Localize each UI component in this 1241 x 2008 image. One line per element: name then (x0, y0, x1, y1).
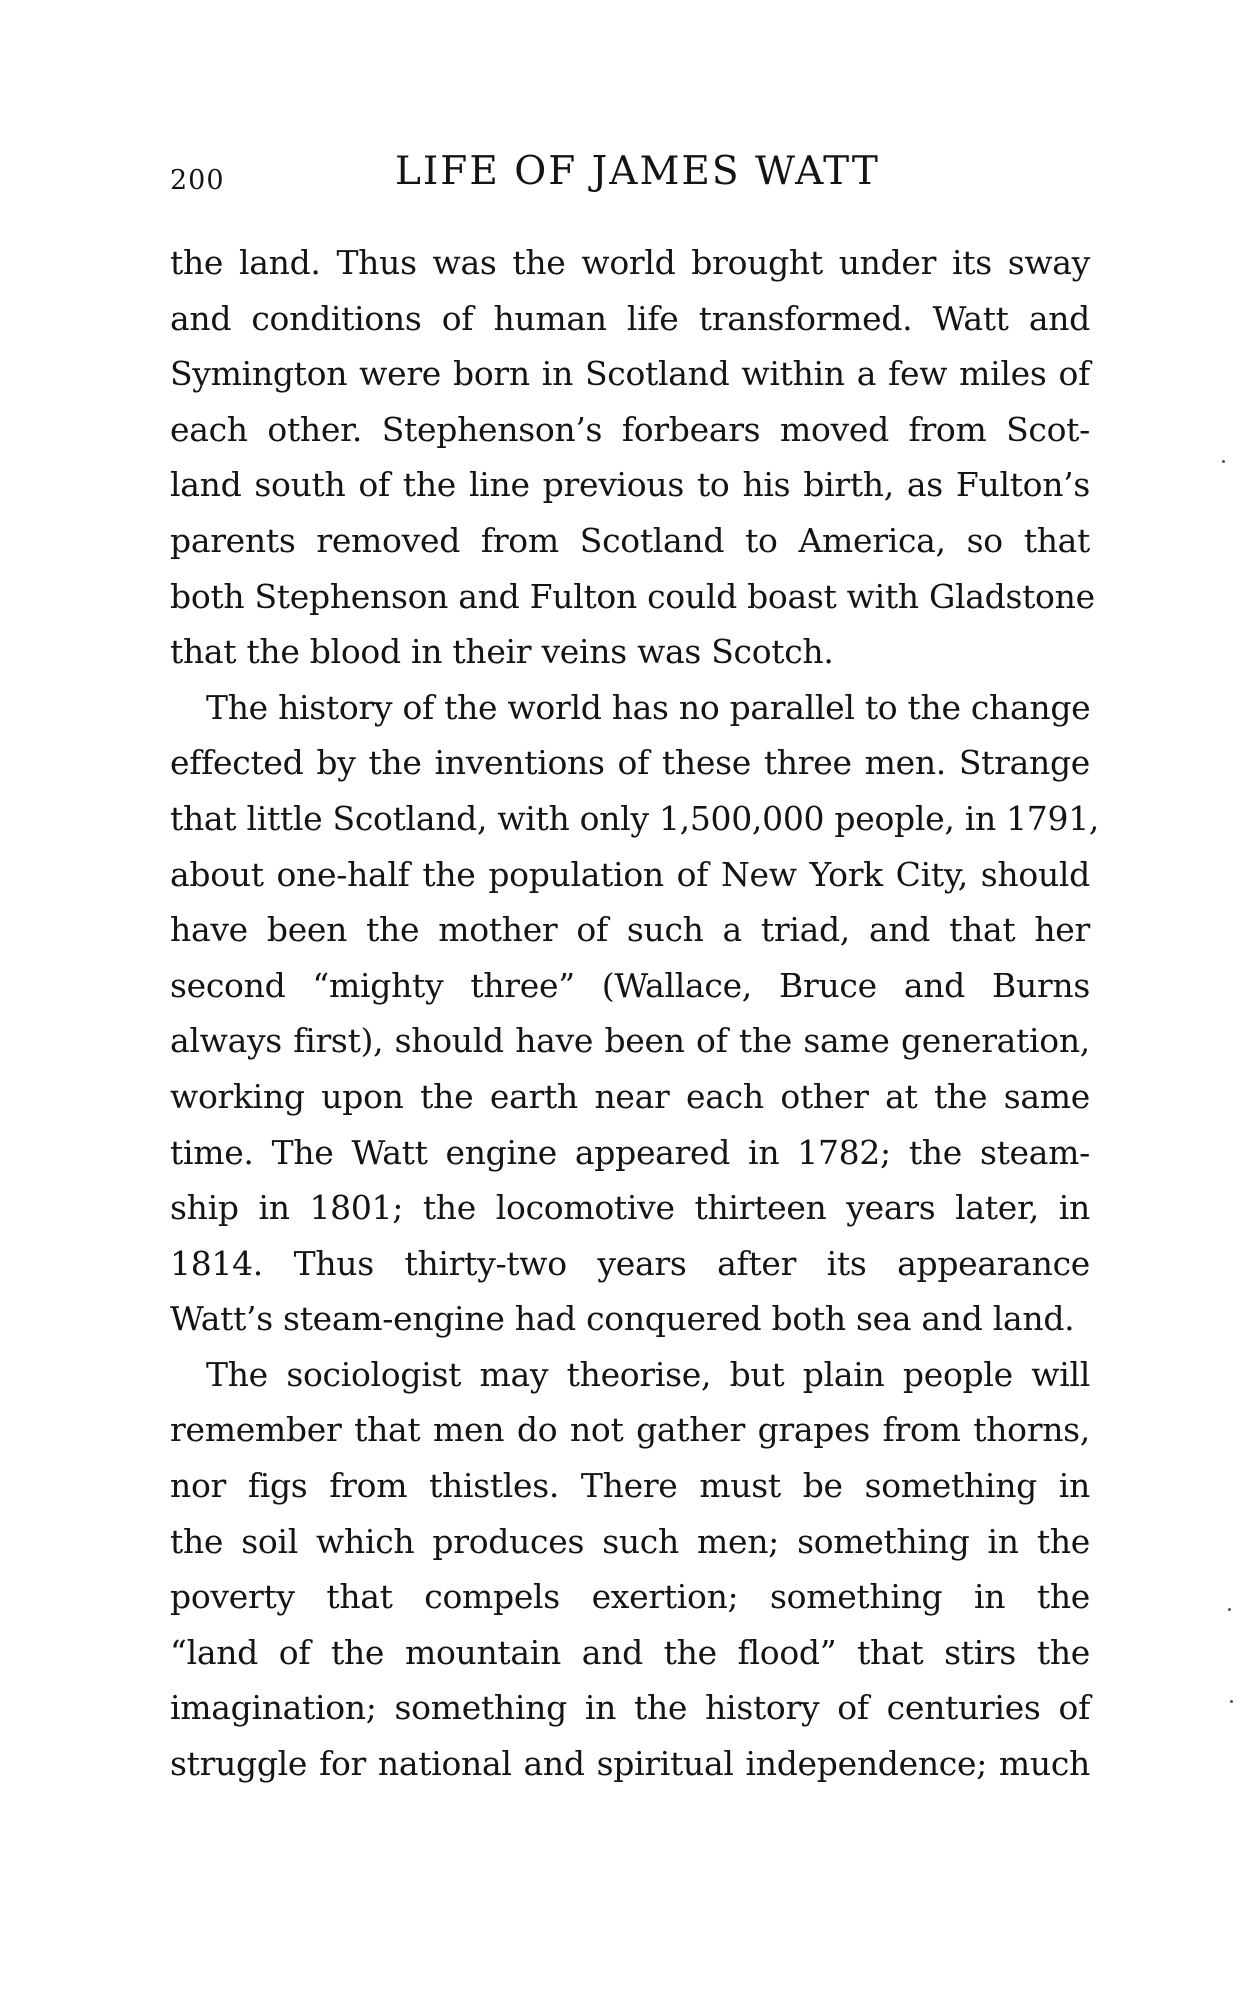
text-line: time. The Watt engine appeared in 1782; the steam- (170, 1132, 1090, 1172)
running-title: LIFE OF JAMES WATT (395, 149, 880, 194)
text-line: effected by the inventions of these three men. Strange (170, 743, 1090, 783)
text-line: the soil which produces such men; something in the (170, 1521, 1090, 1561)
text-line: The history of the world has no parallel to the change (206, 687, 1091, 727)
scan-speck (1222, 460, 1225, 463)
text-line: “land of the mountain and the flood” that stirs the (170, 1632, 1090, 1672)
page-header (170, 148, 1090, 204)
body-text (170, 235, 1100, 1792)
text-line: poverty that compels exertion; something in the (170, 1577, 1090, 1617)
text-line: have been the mother of such a triad, and that her (170, 910, 1090, 950)
scan-speck (1228, 1608, 1231, 1611)
paragraph-1 (170, 235, 1095, 680)
text-line: both Stephenson and Fulton could boast with Gladstone (170, 576, 1095, 616)
text-line: 1814. Thus thirty-two years after its appearance (170, 1243, 1090, 1283)
page-number: 200 (170, 165, 225, 196)
paragraph-2 (170, 680, 1100, 1347)
text-line: that little Scotland, with only 1,500,000 people, in 1791, (170, 798, 1100, 838)
text-line: each other. Stephenson’s forbears moved from Scot- (170, 409, 1090, 449)
text-line: The sociologist may theorise, but plain people will (206, 1354, 1090, 1394)
text-line: land south of the line previous to his birth, as Fulton’s (170, 465, 1090, 505)
text-line: the land. Thus was the world brought under its sway (170, 243, 1090, 282)
text-line: imagination; something in the history of centuries of (170, 1688, 1090, 1728)
text-line: and conditions of human life transformed. Watt and (170, 298, 1090, 338)
text-line: working upon the earth near each other at the same (170, 1076, 1090, 1116)
text-line: parents removed from Scotland to America, so that (170, 520, 1090, 560)
text-line: that the blood in their veins was Scotch. (170, 632, 834, 672)
text-line: always first), should have been of the same generation, (170, 1021, 1090, 1061)
text-line: ship in 1801; the locomotive thirteen years later, in (170, 1188, 1090, 1228)
text-line: struggle for national and spiritual independence; much (170, 1744, 1090, 1784)
text-line: Symington were born in Scotland within a few miles of (170, 354, 1090, 394)
text-line: nor figs from thistles. There must be something in (170, 1466, 1090, 1506)
paragraph-3 (170, 1347, 1090, 1792)
text-line: about one-half the population of New York City, should (170, 854, 1090, 894)
scan-speck (1230, 1700, 1233, 1703)
text-line: Watt’s steam-engine had conquered both sea and land. (170, 1299, 1075, 1339)
text-line: remember that men do not gather grapes from thorns, (170, 1410, 1090, 1450)
text-line: second “mighty three” (Wallace, Bruce and Burns (170, 965, 1090, 1005)
